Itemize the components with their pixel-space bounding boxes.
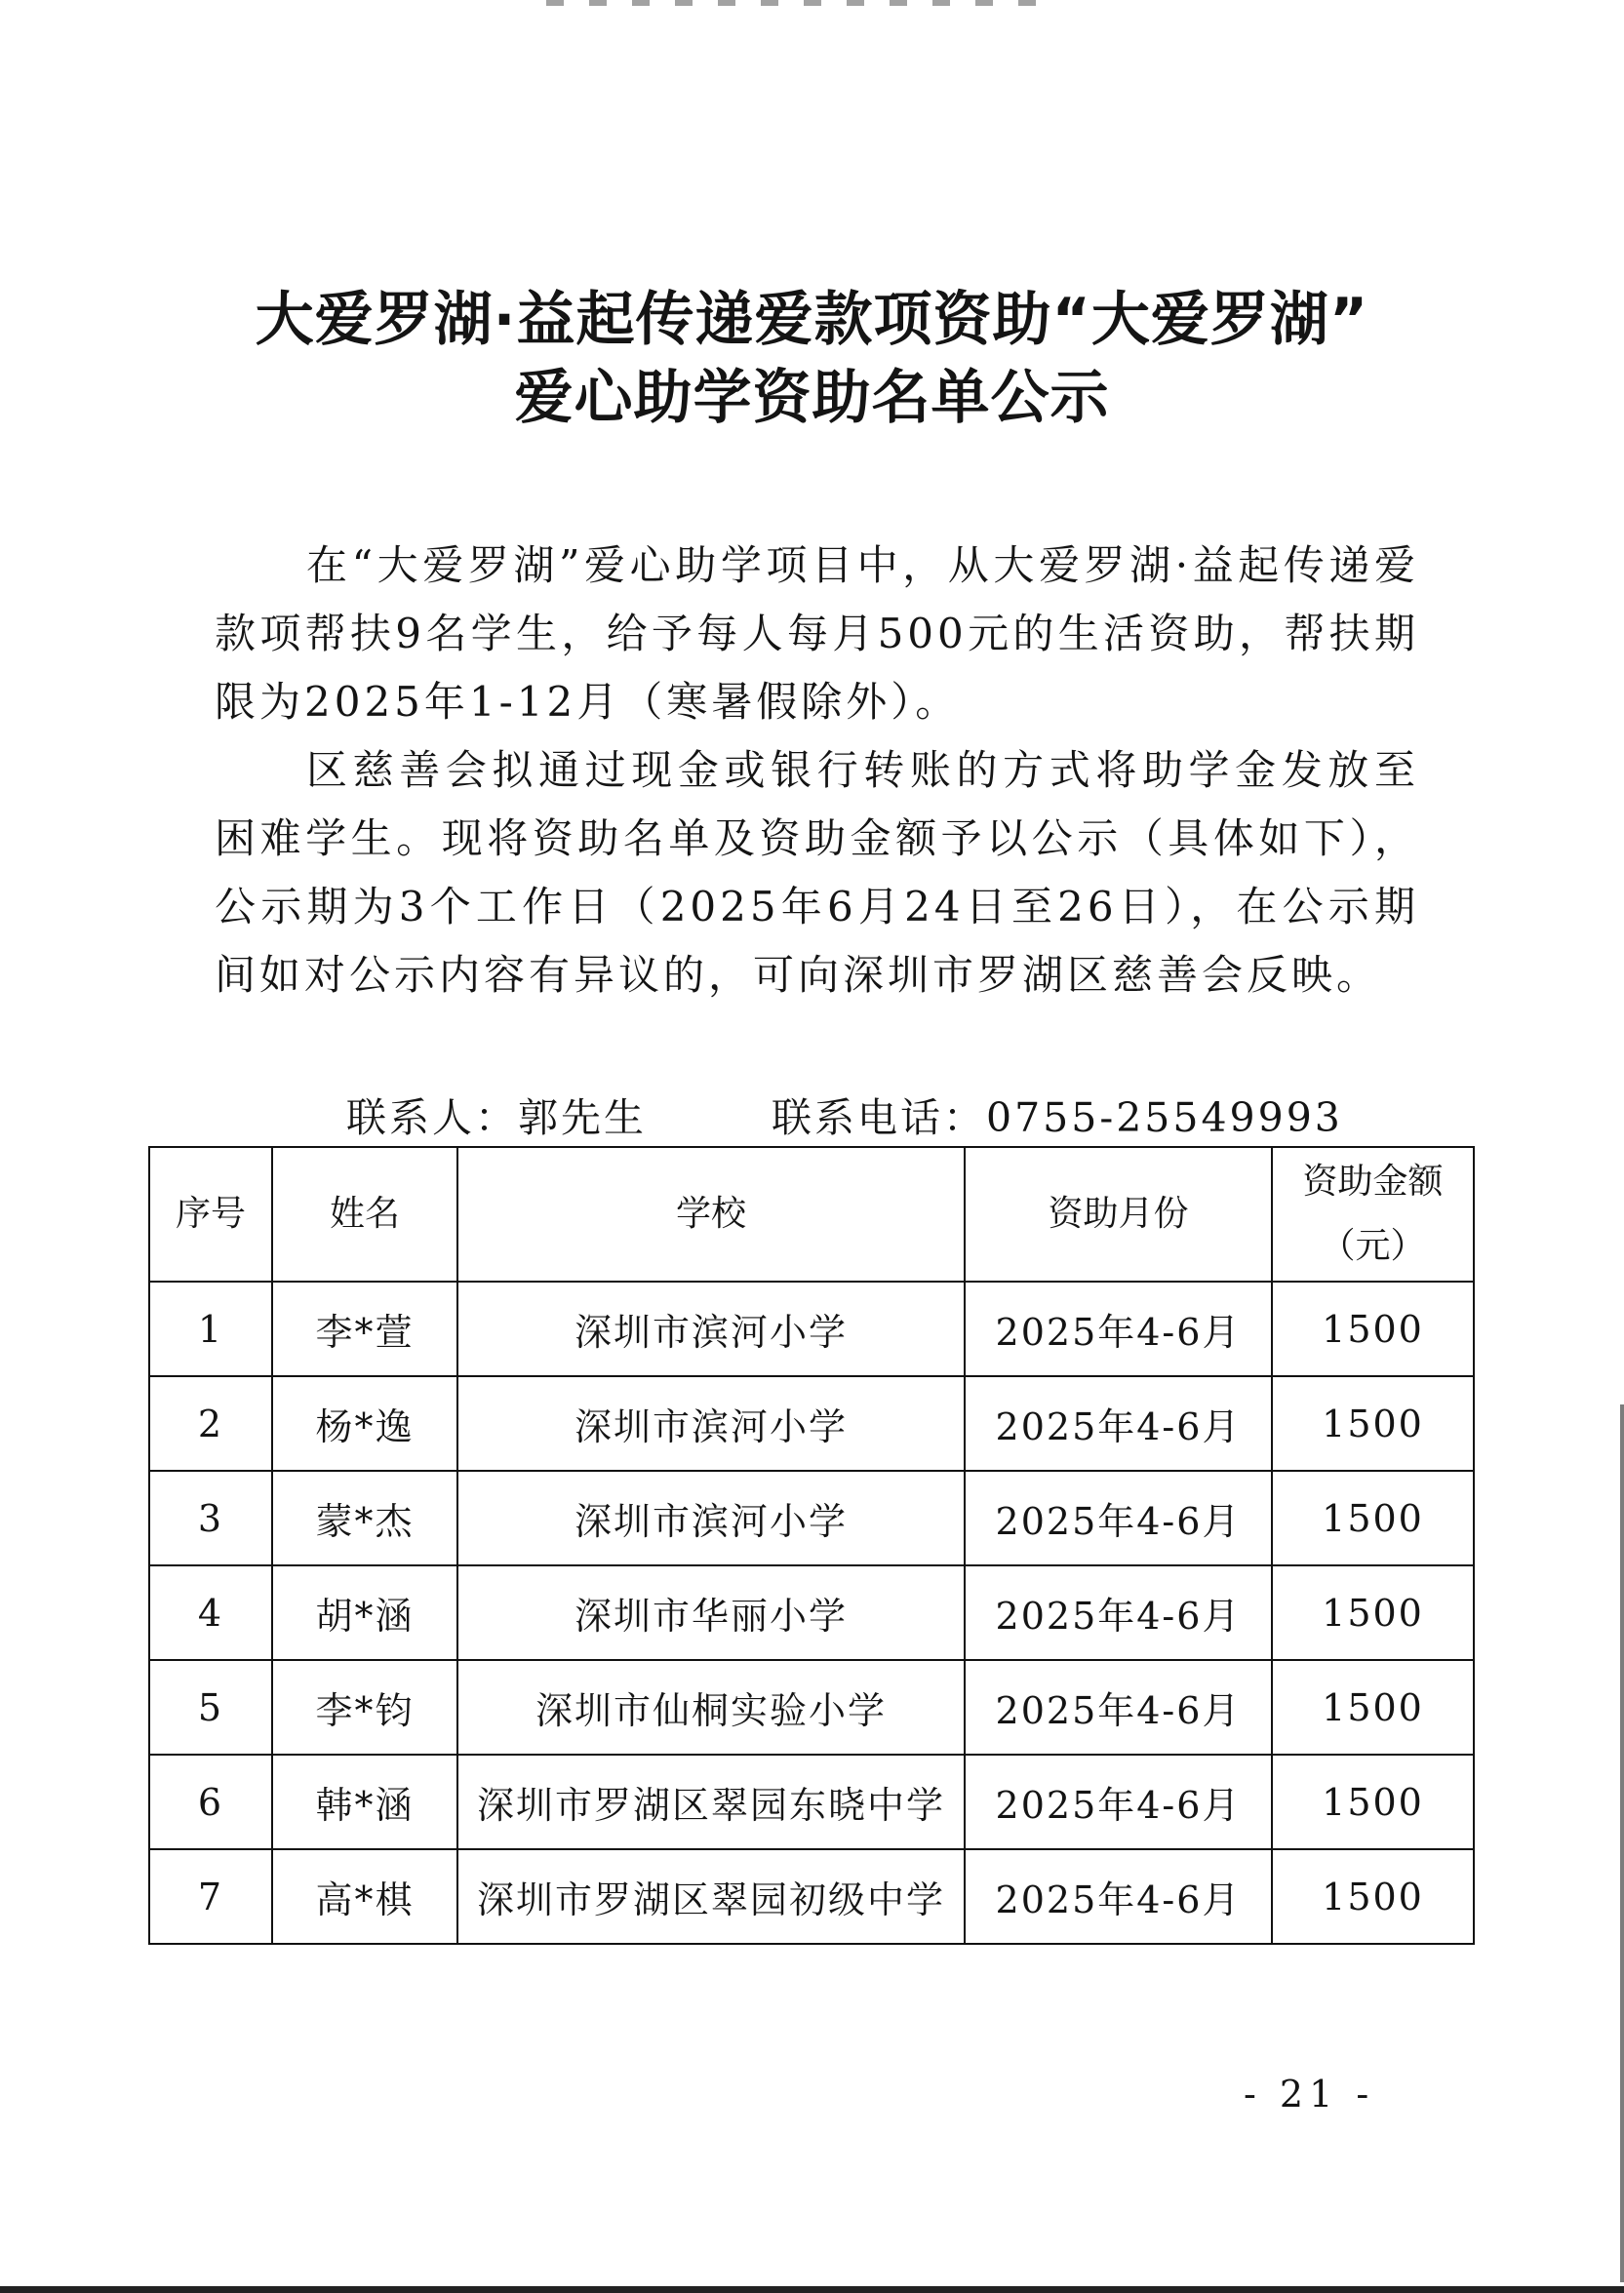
cell-school: 深圳市仙桐实验小学 — [457, 1660, 965, 1755]
header-months: 资助月份 — [965, 1147, 1272, 1282]
cell-months: 2025年4-6月 — [965, 1755, 1272, 1849]
table-row — [149, 1376, 1474, 1471]
table-row — [149, 1282, 1474, 1376]
paragraph-publicity-notice: 区慈善会拟通过现金或银行转账的方式将助学金发放至困难学生。现将资助名单及资助金额予以公示（具体如下），公示期为3个工作日（2025年6月24日至26日），在公示期间如对公示内容有异议的，可向深圳市罗湖区慈善会反映。 — [215, 746, 1419, 999]
cell-name: 胡*涵 — [272, 1565, 457, 1660]
cell-name: 李*钧 — [272, 1660, 457, 1755]
scan-artifact-right-edge — [1620, 1404, 1624, 2282]
table-header-row — [149, 1147, 1474, 1282]
cell-school: 深圳市罗湖区翠园东晓中学 — [457, 1755, 965, 1849]
header-amount — [1272, 1147, 1474, 1282]
table-row — [149, 1660, 1474, 1755]
cell-name: 高*棋 — [272, 1849, 457, 1944]
table-row — [149, 1565, 1474, 1660]
header-amount-line-2: （元） — [1320, 1226, 1426, 1266]
cell-amount: 1500 — [1272, 1565, 1474, 1660]
title-line-2: 爱心助学资助名单公示 — [514, 364, 1110, 432]
cell-index: 7 — [149, 1849, 272, 1944]
funding-roster-table — [148, 1146, 1475, 1945]
notice-body — [215, 532, 1419, 1009]
contact-line — [346, 1090, 1343, 1145]
cell-amount: 1500 — [1272, 1849, 1474, 1944]
cell-index: 1 — [149, 1282, 272, 1376]
cell-months: 2025年4-6月 — [965, 1471, 1272, 1565]
cell-school: 深圳市华丽小学 — [457, 1565, 965, 1660]
cell-name: 李*萱 — [272, 1282, 457, 1376]
cell-months: 2025年4-6月 — [965, 1376, 1272, 1471]
cell-amount: 1500 — [1272, 1660, 1474, 1755]
cell-school: 深圳市滨河小学 — [457, 1376, 965, 1471]
scan-artifact-top — [546, 0, 1053, 6]
cell-name: 蒙*杰 — [272, 1471, 457, 1565]
cell-index: 2 — [149, 1376, 272, 1471]
header-index: 序号 — [149, 1147, 272, 1282]
scan-artifact-bottom-edge — [0, 2286, 1624, 2293]
header-name: 姓名 — [272, 1147, 457, 1282]
cell-index: 3 — [149, 1471, 272, 1565]
cell-months: 2025年4-6月 — [965, 1282, 1272, 1376]
header-school: 学校 — [457, 1147, 965, 1282]
cell-name: 杨*逸 — [272, 1376, 457, 1471]
cell-amount: 1500 — [1272, 1755, 1474, 1849]
cell-amount: 1500 — [1272, 1282, 1474, 1376]
cell-name: 韩*涵 — [272, 1755, 457, 1849]
cell-months: 2025年4-6月 — [965, 1849, 1272, 1944]
cell-index: 6 — [149, 1755, 272, 1849]
cell-months: 2025年4-6月 — [965, 1660, 1272, 1755]
cell-index: 4 — [149, 1565, 272, 1660]
contact-person: 联系人：郭先生 — [346, 1094, 647, 1141]
table-row — [149, 1471, 1474, 1565]
title-line-1: 大爱罗湖·益起传递爱款项资助“大爱罗湖” — [255, 286, 1369, 354]
document-title — [146, 281, 1478, 437]
paragraph-project-description: 在“大爱罗湖”爱心助学项目中，从大爱罗湖·益起传递爱款项帮扶9名学生，给予每人每月500元的生活资助，帮扶期限为2025年1-12月（寒暑假除外）。 — [215, 541, 1419, 726]
page-number: - 21 - — [1244, 2073, 1375, 2115]
header-amount-line-1: 资助金额 — [1302, 1162, 1444, 1202]
contact-phone: 联系电话：0755-25549993 — [772, 1094, 1343, 1141]
cell-school: 深圳市滨河小学 — [457, 1471, 965, 1565]
cell-school: 深圳市罗湖区翠园初级中学 — [457, 1849, 965, 1944]
cell-school: 深圳市滨河小学 — [457, 1282, 965, 1376]
cell-amount: 1500 — [1272, 1471, 1474, 1565]
table-row — [149, 1849, 1474, 1944]
cell-months: 2025年4-6月 — [965, 1565, 1272, 1660]
cell-amount: 1500 — [1272, 1376, 1474, 1471]
table-row — [149, 1755, 1474, 1849]
cell-index: 5 — [149, 1660, 272, 1755]
